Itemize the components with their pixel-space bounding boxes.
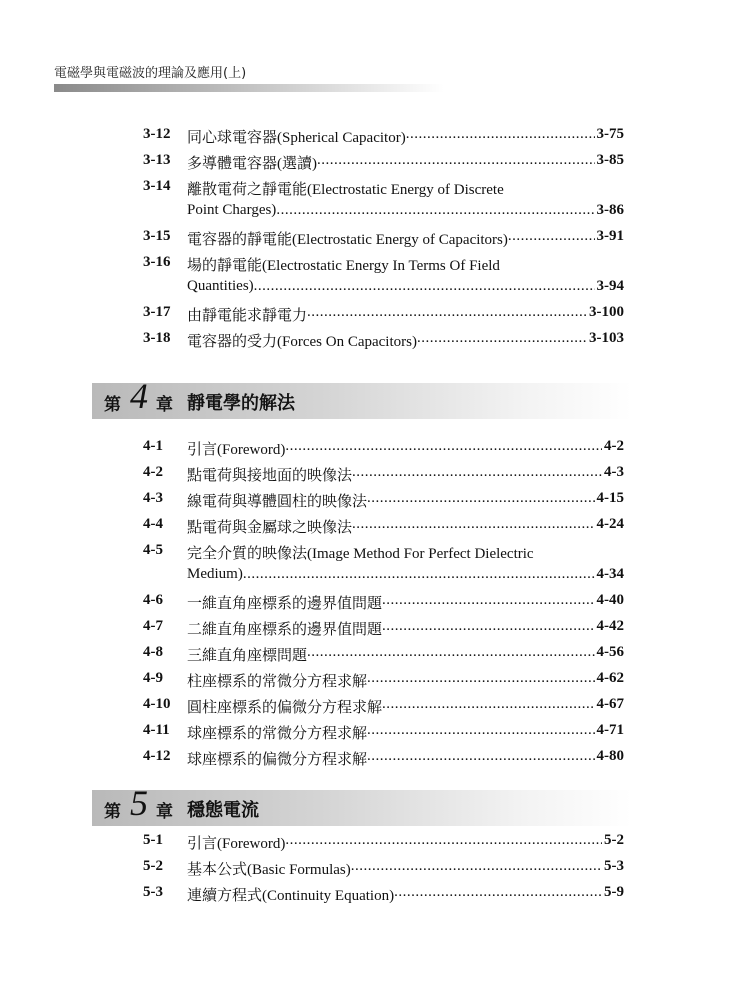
dot-leader: [417, 330, 587, 351]
chapter-number: 5: [130, 783, 148, 823]
toc-entry-page: 4-42: [596, 618, 624, 634]
toc-leader-row: [187, 464, 624, 485]
dot-leader: [406, 126, 595, 147]
toc-entry-title: 一維直角座標系的邊界值問題: [187, 596, 383, 612]
toc-entry-number: 4-2: [143, 464, 163, 480]
toc-leader-row: [187, 670, 624, 691]
toc-entry-title: Quantities): [187, 278, 254, 294]
toc-leader-row: [187, 858, 624, 879]
chapter-prefix: 第: [104, 395, 121, 415]
toc-entry-number: 3-18: [143, 330, 171, 346]
toc-entry-title: 多導體電容器(選讀): [187, 156, 317, 172]
toc-leader-row: [187, 566, 624, 583]
dot-leader: [254, 278, 595, 295]
dot-leader: [508, 228, 595, 249]
toc-entry-title: 三維直角座標問題: [187, 648, 308, 664]
header-rule: [54, 84, 444, 92]
toc-entry-3-17[interactable]: [0, 304, 750, 330]
toc-entry-title: 同心球電容器(Spherical Capacitor): [187, 130, 406, 146]
dot-leader: [307, 304, 587, 325]
toc-entry-page: 4-24: [596, 516, 624, 532]
toc-entry-number: 4-1: [143, 438, 163, 454]
toc-entry-4-5[interactable]: [0, 542, 750, 592]
toc-entry-number: 4-12: [143, 748, 171, 764]
toc-entry-page: 4-62: [596, 670, 624, 686]
dot-leader: [243, 566, 595, 583]
toc-entry-4-6[interactable]: [0, 592, 750, 618]
toc-entry-title: 由靜電能求靜電力: [187, 308, 308, 324]
toc-entry-4-10[interactable]: [0, 696, 750, 722]
toc-section: [0, 832, 750, 910]
toc-leader-row: [187, 304, 624, 325]
toc-entry-4-2[interactable]: [0, 464, 750, 490]
toc-leader-row: [187, 516, 624, 537]
toc-leader-row: [187, 884, 624, 905]
toc-entry-number: 4-6: [143, 592, 163, 608]
toc-entry-number: 4-11: [143, 722, 170, 738]
toc-entry-title: 基本公式(Basic Formulas): [187, 862, 351, 878]
dot-leader: [382, 696, 594, 717]
toc-entry-title: 引言(Foreword): [187, 836, 286, 852]
dot-leader: [317, 152, 595, 173]
toc-entry-3-14[interactable]: [0, 178, 750, 228]
toc-entry-title: 二維直角座標系的邊界值問題: [187, 622, 383, 638]
running-header: 電磁學與電磁波的理論及應用(上): [54, 66, 247, 81]
toc-entry-5-3[interactable]: [0, 884, 750, 910]
toc-entry-page: 3-100: [589, 304, 624, 320]
toc-leader-row: [187, 202, 624, 219]
toc-entry-title: 線電荷與導體圓柱的映像法: [187, 494, 368, 510]
toc-entry-3-16[interactable]: [0, 254, 750, 304]
toc-entry-number: 5-3: [143, 884, 163, 900]
chapter-suffix: 章: [156, 395, 173, 415]
toc-entry-3-12[interactable]: [0, 126, 750, 152]
toc-entry-page: 3-103: [589, 330, 624, 346]
dot-leader: [382, 618, 594, 639]
toc-leader-row: [187, 228, 624, 249]
toc-entry-4-4[interactable]: [0, 516, 750, 542]
toc-entry-number: 5-2: [143, 858, 163, 874]
toc-leader-row: [187, 618, 624, 639]
toc-leader-row: [187, 592, 624, 613]
toc-entry-number: 4-4: [143, 516, 163, 532]
toc-entry-page: 4-80: [596, 748, 624, 764]
dot-leader: [276, 202, 594, 219]
toc-entry-page: 4-67: [596, 696, 624, 712]
toc-entry-number: 4-7: [143, 618, 163, 634]
toc-leader-row: [187, 438, 624, 459]
toc-entry-page: 4-34: [596, 566, 624, 582]
toc-entry-4-11[interactable]: [0, 722, 750, 748]
toc-entry-number: 4-9: [143, 670, 163, 686]
toc-leader-row: [187, 644, 624, 665]
toc-entry-page: 3-75: [596, 126, 624, 142]
toc-entry-number: 3-16: [143, 254, 171, 270]
toc-leader-row: [187, 126, 624, 147]
toc-entry-4-8[interactable]: [0, 644, 750, 670]
toc-leader-row: [187, 330, 624, 351]
toc-entry-title: Point Charges): [187, 202, 277, 218]
toc-entry-4-7[interactable]: [0, 618, 750, 644]
chapter-title: 靜電學的解法: [187, 393, 295, 414]
toc-leader-row: [187, 152, 624, 173]
chapter-title: 穩態電流: [187, 800, 259, 821]
dot-leader: [367, 670, 594, 691]
toc-entry-number: 3-15: [143, 228, 171, 244]
dot-leader: [382, 592, 594, 613]
toc-leader-row: [187, 490, 624, 511]
chapter-prefix: 第: [104, 802, 121, 822]
toc-entry-title: Medium): [187, 566, 243, 582]
chapter-heading-4[interactable]: [92, 376, 632, 419]
chapter-suffix: 章: [156, 802, 173, 822]
toc-section: [0, 438, 750, 774]
dot-leader: [367, 748, 594, 769]
toc-entry-number: 4-3: [143, 490, 163, 506]
toc-entry-title: 離散電荷之靜電能(Electrostatic Energy of Discrete: [187, 182, 504, 198]
dot-leader: [307, 644, 594, 665]
toc-entry-4-9[interactable]: [0, 670, 750, 696]
chapter-heading-5[interactable]: [92, 783, 632, 826]
toc-leader-row: [187, 748, 624, 769]
dot-leader: [285, 438, 602, 459]
toc-entry-3-18[interactable]: [0, 330, 750, 356]
toc-entry-page: 4-2: [604, 438, 624, 454]
dot-leader: [352, 464, 602, 485]
toc-entry-title: 點電荷與金屬球之映像法: [187, 520, 353, 536]
toc-entry-page: 4-3: [604, 464, 624, 480]
toc-entry-number: 3-14: [143, 178, 171, 194]
toc-entry-4-1[interactable]: [0, 438, 750, 464]
toc-entry-page: 4-56: [596, 644, 624, 660]
toc-entry-page: 4-71: [596, 722, 624, 738]
toc-leader-row: [187, 722, 624, 743]
dot-leader: [394, 884, 602, 905]
toc-entry-3-13[interactable]: [0, 152, 750, 178]
toc-entry-page: 4-15: [596, 490, 624, 506]
toc-entry-page: 3-86: [596, 202, 624, 218]
toc-entry-3-15[interactable]: [0, 228, 750, 254]
toc-entry-page: 5-9: [604, 884, 624, 900]
toc-entry-title: 引言(Foreword): [187, 442, 286, 458]
toc-entry-number: 3-17: [143, 304, 171, 320]
dot-leader: [367, 722, 594, 743]
toc-leader-row: [187, 278, 624, 295]
chapter-number: 4: [130, 376, 148, 416]
dot-leader: [367, 490, 594, 511]
dot-leader: [285, 832, 602, 853]
toc-entry-title: 電容器的靜電能(Electrostatic Energy of Capacitors): [187, 232, 508, 248]
toc-entry-number: 5-1: [143, 832, 163, 848]
toc-entry-page: 3-85: [596, 152, 624, 168]
toc-entry-title: 完全介質的映像法(Image Method For Perfect Dielectric: [187, 546, 534, 562]
toc-entry-title: 圓柱座標系的偏微分方程求解: [187, 700, 383, 716]
toc-entry-title: 場的靜電能(Electrostatic Energy In Terms Of Field: [187, 258, 500, 274]
toc-entry-number: 3-13: [143, 152, 171, 168]
dot-leader: [352, 516, 594, 537]
toc-entry-page: 5-3: [604, 858, 624, 874]
toc-leader-row: [187, 832, 624, 853]
toc-entry-5-1[interactable]: [0, 832, 750, 858]
toc-entry-4-12[interactable]: [0, 748, 750, 774]
dot-leader: [351, 858, 602, 879]
toc-entry-title: 連續方程式(Continuity Equation): [187, 888, 395, 904]
toc-entry-page: 5-2: [604, 832, 624, 848]
toc-entry-page: 3-91: [596, 228, 624, 244]
toc-entry-number: 4-10: [143, 696, 171, 712]
toc-entry-4-3[interactable]: [0, 490, 750, 516]
toc-entry-page: 4-40: [596, 592, 624, 608]
toc-entry-number: 4-5: [143, 542, 163, 558]
toc-entry-page: 3-94: [596, 278, 624, 294]
toc-entry-number: 3-12: [143, 126, 171, 142]
toc-section: [0, 126, 750, 356]
toc-entry-number: 4-8: [143, 644, 163, 660]
toc-entry-title: 球座標系的偏微分方程求解: [187, 752, 368, 768]
toc-entry-5-2[interactable]: [0, 858, 750, 884]
toc-leader-row: [187, 696, 624, 717]
toc-entry-title: 柱座標系的常微分方程求解: [187, 674, 368, 690]
toc-entry-title: 電容器的受力(Forces On Capacitors): [187, 334, 417, 350]
toc-entry-title: 點電荷與接地面的映像法: [187, 468, 353, 484]
toc-entry-title: 球座標系的常微分方程求解: [187, 726, 368, 742]
